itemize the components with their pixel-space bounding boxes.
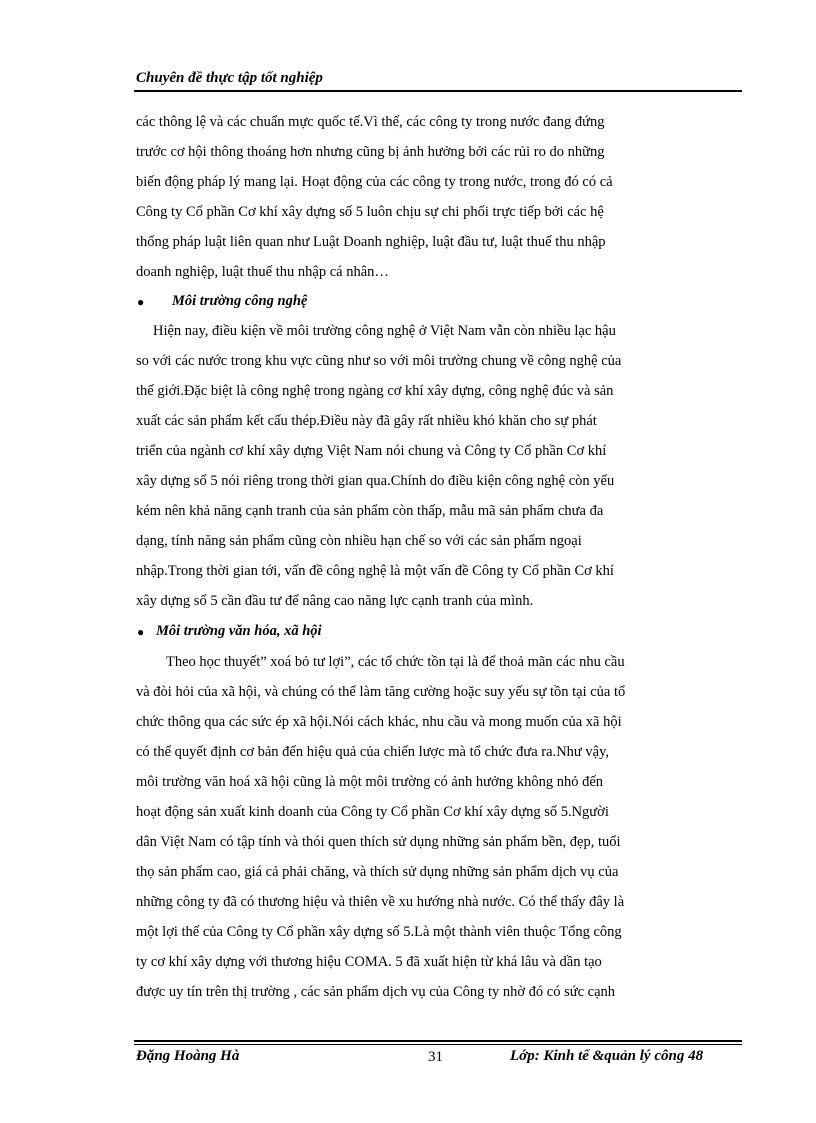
paragraph-line: ty cơ khí xây dựng với thương hiệu COMA. 5 đã xuất hiện từ khá lâu và dần tạo: [136, 954, 602, 970]
section-heading: Môi trường công nghệ: [172, 293, 308, 309]
paragraph-line: Công ty Cổ phần Cơ khí xây dựng số 5 luôn chịu sự chi phối trực tiếp bởi các hệ: [136, 204, 604, 220]
paragraph-line: môi trường văn hoá xã hội cũng là một môi trường có ảnh hưởng không nhỏ đến: [136, 774, 604, 790]
paragraph-line: xây dựng số 5 nói riêng trong thời gian qua.Chính do điều kiện công nghệ còn yếu: [136, 473, 615, 489]
paragraph-line: các thông lệ và các chuẩn mực quốc tế.Vì thế, các công ty trong nước đang đứng: [136, 114, 605, 130]
page-number: 31: [428, 1049, 443, 1065]
paragraph-line: dân Việt Nam có tập tính và thói quen thích sử dụng những sản phẩm bền, đẹp, tuổi: [136, 834, 621, 850]
bullet-icon: ●: [137, 625, 145, 639]
paragraph-line: xây dựng số 5 cần đầu tư để nâng cao năng lực cạnh tranh của mình.: [136, 593, 534, 609]
paragraph-line: chức thông qua các sức ép xã hội.Nói cách khác, nhu cầu và mong muốn của xã hội: [136, 714, 622, 730]
paragraph-line: một lợi thế của Công ty Cổ phần xây dựng số 5.Là một thành viên thuộc Tổng công: [136, 924, 622, 940]
paragraph-line: và đòi hỏi của xã hội, và chúng có thể làm tăng cường hoặc suy yếu sự tồn tại của tổ: [136, 684, 626, 700]
paragraph-line: trước cơ hội thông thoáng hơn nhưng cũng bị ảnh hưởng bởi các rủi ro do những: [136, 144, 605, 160]
footer-author: Đặng Hoàng Hà: [136, 1048, 240, 1064]
header-divider: [134, 90, 742, 92]
footer-divider: [134, 1040, 742, 1042]
paragraph-line: được uy tín trên thị trường , các sản phẩm dịch vụ của Công ty nhờ đó có sức cạnh: [136, 984, 616, 1000]
footer-class-info: Lớp: Kinh tế &quản lý công 48: [510, 1048, 704, 1064]
paragraph-line: xuất các sản phẩm kết cấu thép.Điều này đã gây rất nhiều khó khăn cho sự phát: [136, 413, 597, 429]
section-heading: Môi trường văn hóa, xã hội: [156, 623, 322, 639]
paragraph-line: so với các nước trong khu vực cũng như so với môi trường chung về công nghệ của: [136, 353, 622, 369]
paragraph-line: kém nên khả năng cạnh tranh của sản phẩm còn thấp, mẫu mã sản phẩm chưa đa: [136, 503, 604, 519]
footer-divider-thin: [134, 1044, 742, 1045]
paragraph-line: có thể quyết định cơ bản đến hiệu quả của chiến lược mà tổ chức đưa ra.Như vậy,: [136, 744, 610, 760]
paragraph-line: thế giới.Đặc biệt là công nghệ trong ngàng cơ khí xây dựng, công nghệ đúc và sản: [136, 383, 614, 399]
paragraph-line: dạng, tính năng sản phẩm cũng còn nhiều hạn chế so với các sản phẩm ngoại: [136, 533, 582, 549]
paragraph-line: biến động pháp lý mang lại. Hoạt động của các công ty trong nước, trong đó có cả: [136, 174, 613, 190]
paragraph-line: nhập.Trong thời gian tới, vấn đề công nghệ là một vấn đề Công ty Cổ phần Cơ khí: [136, 563, 614, 579]
paragraph-line: Theo học thuyết” xoá bỏ tư lợi”, các tổ chức tồn tại là để thoả mãn các nhu cầu: [166, 654, 625, 670]
header-title: Chuyên đề thực tập tốt nghiệp: [136, 70, 323, 86]
paragraph-line: hoạt động sản xuất kinh doanh của Công ty Cổ phần Cơ khí xây dựng số 5.Người: [136, 804, 609, 820]
paragraph-line: thống pháp luật liên quan như Luật Doanh nghiệp, luật đầu tư, luật thuế thu nhập: [136, 234, 606, 250]
paragraph-line: thọ sản phẩm cao, giá cả phải chăng, và thích sử dụng những sản phẩm dịch vụ của: [136, 864, 619, 880]
paragraph-line: những công ty đã có thương hiệu và thiên về xu hướng nhà nước. Có thể thấy đây là: [136, 894, 625, 910]
paragraph-line: Hiện nay, điều kiện về môi trường công nghệ ở Việt Nam vẫn còn nhiều lạc hậu: [153, 323, 616, 339]
paragraph-line: triển của ngành cơ khí xây dựng Việt Nam nói chung và Công ty Cổ phần Cơ khí: [136, 443, 607, 459]
paragraph-line: doanh nghiệp, luật thuế thu nhập cá nhân…: [136, 264, 389, 280]
bullet-icon: ●: [137, 295, 145, 309]
